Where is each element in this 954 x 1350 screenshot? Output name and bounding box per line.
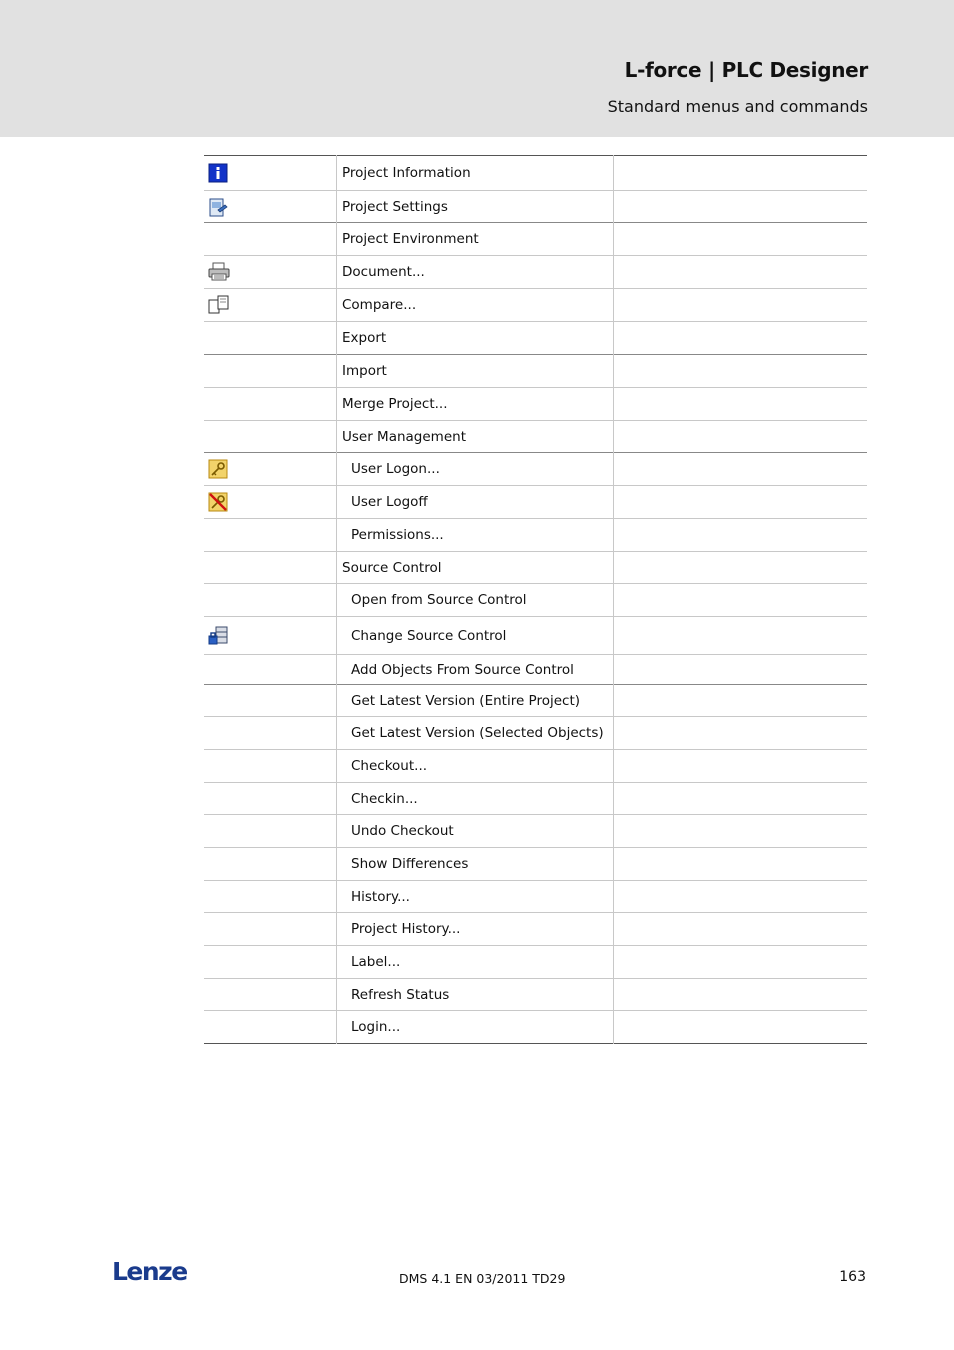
command-label: Import (337, 355, 614, 388)
command-icon-cell (204, 256, 337, 289)
command-description (614, 486, 868, 519)
command-icon-cell (204, 617, 337, 655)
command-icon-cell (204, 946, 337, 979)
command-row (204, 946, 867, 979)
command-icon-cell (204, 1011, 337, 1044)
document-title: L-force | PLC Designer (624, 58, 868, 82)
command-description (614, 519, 868, 552)
command-label: Checkout... (337, 750, 614, 783)
command-label: Refresh Status (337, 979, 614, 1011)
command-label: Add Objects From Source Control (337, 655, 614, 685)
command-description (614, 584, 868, 617)
command-icon-cell (204, 717, 337, 750)
command-label: Project History... (337, 913, 614, 946)
key-icon (208, 459, 228, 479)
section-subtitle: Standard menus and commands (607, 97, 868, 116)
command-row (204, 421, 867, 453)
command-icon-cell (204, 848, 337, 881)
command-description (614, 156, 868, 191)
command-icon-cell (204, 156, 337, 191)
command-row (204, 655, 867, 685)
command-icon-cell (204, 519, 337, 552)
command-description (614, 848, 868, 881)
command-label: Label... (337, 946, 614, 979)
command-label: Checkin... (337, 783, 614, 815)
command-row (204, 289, 867, 322)
command-icon-cell (204, 388, 337, 421)
command-icon-cell (204, 453, 337, 486)
command-row (204, 156, 867, 191)
command-label: Get Latest Version (Entire Project) (337, 685, 614, 717)
command-label: Source Control (337, 552, 614, 584)
command-row (204, 322, 867, 355)
command-label: Document... (337, 256, 614, 289)
command-icon-cell (204, 685, 337, 717)
command-row (204, 552, 867, 584)
command-description (614, 355, 868, 388)
command-label: User Logon... (337, 453, 614, 486)
command-description (614, 946, 868, 979)
command-row (204, 783, 867, 815)
command-description (614, 223, 868, 256)
command-label: Login... (337, 1011, 614, 1044)
command-icon-cell (204, 815, 337, 848)
command-label: Project Settings (337, 191, 614, 223)
command-icon-cell (204, 322, 337, 355)
command-row (204, 979, 867, 1011)
command-description (614, 617, 868, 655)
command-label: Show Differences (337, 848, 614, 881)
lenze-logo: Lenze (112, 1257, 187, 1286)
command-label: Open from Source Control (337, 584, 614, 617)
command-description (614, 552, 868, 584)
command-label: Project Environment (337, 223, 614, 256)
command-icon-cell (204, 355, 337, 388)
command-description (614, 913, 868, 946)
command-description (614, 1011, 868, 1044)
command-description (614, 322, 868, 355)
command-icon-cell (204, 486, 337, 519)
command-row (204, 685, 867, 717)
command-row (204, 191, 867, 223)
command-icon-cell (204, 881, 337, 913)
command-label: Project Information (337, 156, 614, 191)
command-description (614, 421, 868, 453)
command-description (614, 256, 868, 289)
command-description (614, 191, 868, 223)
command-icon-cell (204, 655, 337, 685)
command-label: Permissions... (337, 519, 614, 552)
command-icon-cell (204, 191, 337, 223)
command-row (204, 584, 867, 617)
command-row (204, 486, 867, 519)
command-icon-cell (204, 783, 337, 815)
command-row (204, 750, 867, 783)
command-label: Compare... (337, 289, 614, 322)
command-icon-cell (204, 289, 337, 322)
command-row (204, 848, 867, 881)
command-row (204, 453, 867, 486)
compare-icon (208, 295, 228, 315)
command-label: Export (337, 322, 614, 355)
command-icon-cell (204, 223, 337, 256)
command-description (614, 685, 868, 717)
command-description (614, 453, 868, 486)
command-icon-cell (204, 913, 337, 946)
command-description (614, 783, 868, 815)
command-label: Get Latest Version (Selected Objects) (337, 717, 614, 750)
database-icon (208, 626, 228, 646)
command-icon-cell (204, 979, 337, 1011)
command-label: User Logoff (337, 486, 614, 519)
command-row (204, 617, 867, 655)
command-icon-cell (204, 750, 337, 783)
command-row (204, 388, 867, 421)
command-row (204, 355, 867, 388)
command-label: Merge Project... (337, 388, 614, 421)
command-row (204, 1011, 867, 1044)
command-icon-cell (204, 584, 337, 617)
command-label: Change Source Control (337, 617, 614, 655)
command-row (204, 913, 867, 946)
command-description (614, 979, 868, 1011)
logoff-icon (208, 492, 228, 512)
command-row (204, 256, 867, 289)
command-description (614, 655, 868, 685)
command-icon-cell (204, 421, 337, 453)
command-row (204, 223, 867, 256)
command-label: User Management (337, 421, 614, 453)
page-number: 163 (839, 1269, 866, 1285)
command-row (204, 717, 867, 750)
document-id: DMS 4.1 EN 03/2011 TD29 (399, 1271, 566, 1286)
command-table (204, 155, 867, 1044)
printer-icon (208, 262, 228, 282)
command-label: Undo Checkout (337, 815, 614, 848)
command-row (204, 519, 867, 552)
command-label: History... (337, 881, 614, 913)
command-icon-cell (204, 552, 337, 584)
command-row (204, 881, 867, 913)
command-description (614, 289, 868, 322)
project-settings-icon (208, 197, 228, 217)
command-description (614, 388, 868, 421)
command-row (204, 815, 867, 848)
command-description (614, 881, 868, 913)
command-description (614, 717, 868, 750)
info-icon (208, 163, 228, 183)
command-description (614, 750, 868, 783)
command-description (614, 815, 868, 848)
